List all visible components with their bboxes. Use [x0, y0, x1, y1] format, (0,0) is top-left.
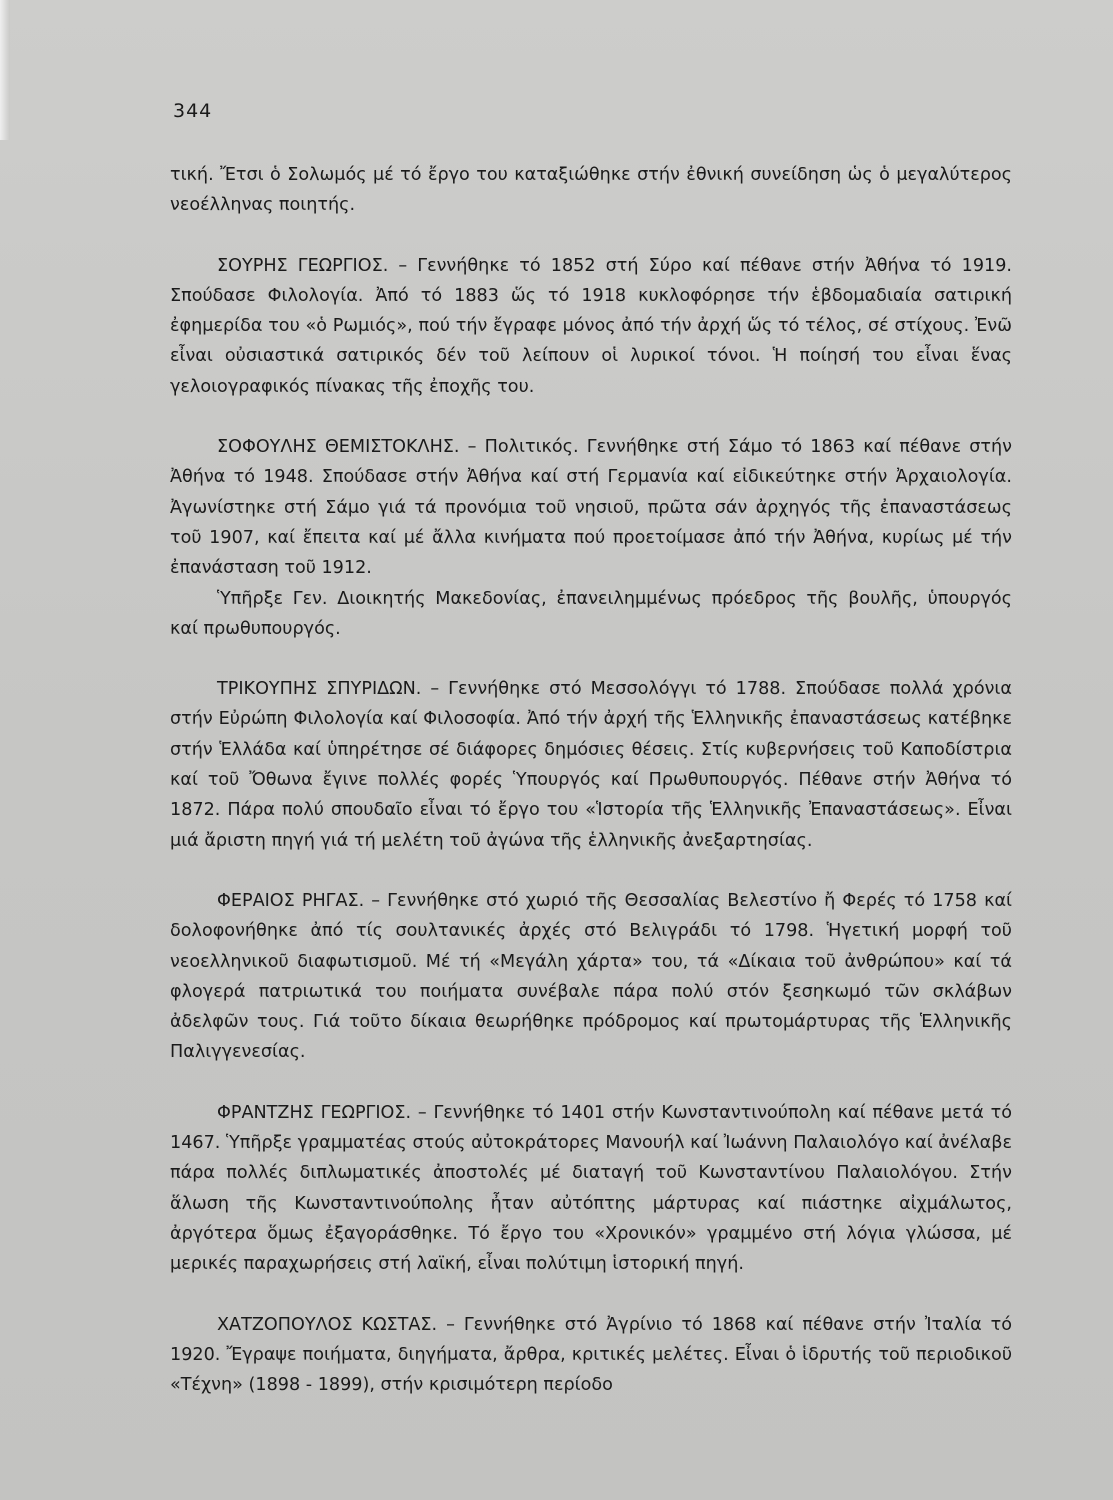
paragraph-solomos-end: τική. Ἔτσι ὁ Σολωμός μέ τό ἔργο του καταξιώθηκε στήν ἐθνική συνείδηση ὡς ὁ μεγαλύτερος νεοέλληνας ποιητής.	[170, 165, 1012, 216]
page-number: 344	[173, 100, 213, 122]
entry-sofoulis: ΣΟΦΟΥΛΗΣ ΘΕΜΙΣΤΟΚΛΗΣ. – Πολιτικός. Γεννήθηκε στή Σάμο τό 1863 καί πέθανε στήν Ἀθήνα τό 1948. Σπούδασε στήν Ἀθήνα καί στή Γερμανία καί εἰδικεύτηκε στήν Ἀρχαιολογία. Ἀγωνίστηκε στή Σάμο γιά τά προνόμια τοῦ νησιοῦ, πρῶτα σάν ἀρχηγός τῆς ἐπαναστάσεως τοῦ 1907, καί ἔπειτα καί μέ ἄλλα κινήματα πού προετοίμασε ἀπό τήν Ἀθήνα, κυρίως μέ τήν ἐπανάσταση τοῦ 1912.	[170, 437, 1012, 579]
entry-souris: ΣΟΥΡΗΣ ΓΕΩΡΓΙΟΣ. – Γεννήθηκε τό 1852 στή Σύρο καί πέθανε στήν Ἀθήνα τό 1919. Σπούδασε Φιλολογία. Ἀπό τό 1883 ὥς τό 1918 κυκλοφόρησε τήν ἑβδομαδιαία σατιρική ἐφημερίδα του «ὁ Ρωμιός», πού τήν ἔγραφε μόνος ἀπό τήν ἀρχή ὥς τό τέλος, σέ στίχους. Ἐνῶ εἶναι οὐσιαστικά σατιρικός δέν τοῦ λείπουν οἱ λυρικοί τόνοι. Ἡ ποίησή του εἶναι ἕνας γελοιογραφικός πίνακας τῆς ἐποχῆς του.	[170, 255, 1012, 397]
page-edge	[0, 0, 10, 140]
entry-feraios: ΦΕΡΑΙΟΣ ΡΗΓΑΣ. – Γεννήθηκε στό χωριό τῆς Θεσσαλίας Βελεστίνο ἤ Φερές τό 1758 καί δολοφονήθηκε ἀπό τίς σουλτανικές ἀρχές στό Βελιγράδι τό 1798. Ἡγετική μορφή τοῦ νεοελληνικοῦ διαφωτισμοῦ. Μέ τή «Μεγάλη χάρτα» του, τά «Δίκαια τοῦ ἀνθρώπου» καί τά φλογερά πατριωτικά του ποιήματα συνέβαλε πάρα πολύ στόν ξεσηκωμό τῶν σκλάβων ἀδελφῶν τους. Γιά τοῦτο δίκαια θεωρήθηκε πρόδρομος καί πρωτομάρτυρας τῆς Ἑλληνικῆς Παλιγγενεσίας.	[170, 890, 1012, 1063]
entry-frantzis: ΦΡΑΝΤΖΗΣ ΓΕΩΡΓΙΟΣ. – Γεννήθηκε τό 1401 στήν Κωνσταντινούπολη καί πέθανε μετά τό 1467. Ὑπῆρξε γραμματέας στούς αὐτοκράτορες Μανουήλ καί Ἰωάννη Παλαιολόγο καί ἀνέλαβε πάρα πολλές διπλωματικές ἀποστολές μέ διαταγή τοῦ Κωνσταντίνου Παλαιολόγου. Στήν ἅλωση τῆς Κωνσταντινούπολης ἦταν αὐτόπτης μάρτυρας καί πιάστηκε αἰχμάλωτος, ἀργότερα ὅμως ἐξαγοράσθηκε. Τό ἔργο του «Χρονικόν» γραμμένο στή λόγια γλώσσα, μέ μερικές παραχωρήσεις στή λαϊκή, εἶναι πολύτιμη ἱστορική πηγή.	[170, 1102, 1012, 1275]
page-body	[170, 160, 1012, 1400]
entry-sofoulis-continued: Ὑπῆρξε Γεν. Διοικητής Μακεδονίας, ἐπανειλημμένως πρόεδρος τῆς βουλῆς, ὑπουργός καί πρωθυπουργός.	[170, 588, 1012, 639]
entry-chatzopoulos: ΧΑΤΖΟΠΟΥΛΟΣ ΚΩΣΤΑΣ. – Γεννήθηκε στό Ἀγρίνιο τό 1868 καί πέθανε στήν Ἰταλία τό 1920. Ἔγραψε ποιήματα, διηγήματα, ἄρθρα, κριτικές μελέτες. Εἶναι ὁ ἱδρυτής τοῦ περιοδικοῦ «Τέχνη» (1898 - 1899), στήν κρισιμότερη περίοδο	[170, 1314, 1012, 1396]
entry-trikoupis: ΤΡΙΚΟΥΠΗΣ ΣΠΥΡΙΔΩΝ. – Γεννήθηκε στό Μεσσολόγγι τό 1788. Σπούδασε πολλά χρόνια στήν Εὐρώπη Φιλολογία καί Φιλοσοφία. Ἀπό τήν ἀρχή τῆς Ἑλληνικῆς ἐπαναστάσεως κατέβηκε στήν Ἑλλάδα καί ὑπηρέτησε σέ διάφορες δημόσιες θέσεις. Στίς κυβερνήσεις τοῦ Καποδίστρια καί τοῦ Ὄθωνα ἔγινε πολλές φορές Ὑπουργός καί Πρωθυπουργός. Πέθανε στήν Ἀθήνα τό 1872. Πάρα πολύ σπουδαῖο εἶναι τό ἔργο του «Ἱστορία τῆς Ἑλληνικῆς Ἐπαναστάσεως». Εἶναι μιά ἄριστη πηγή γιά τή μελέτη τοῦ ἀγώνα τῆς ἑλληνικῆς ἀνεξαρτησίας.	[170, 679, 1012, 851]
